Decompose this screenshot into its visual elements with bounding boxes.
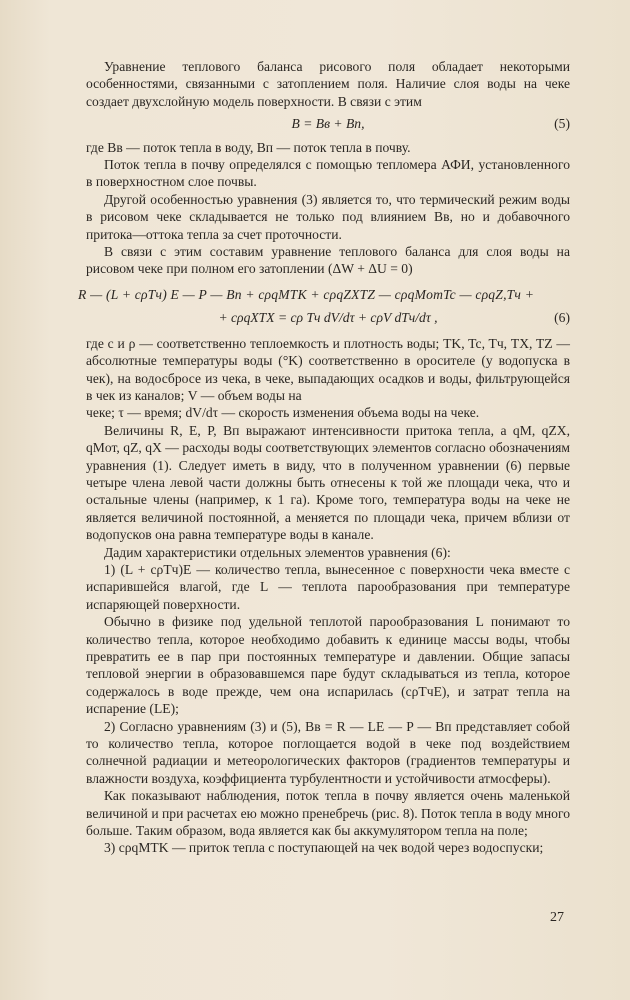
- equation-6-line-2: [86, 309, 570, 326]
- page-number: 27: [550, 910, 564, 925]
- paragraph: Обычно в физике под удельной теплотой парообразования L понимают то количество тепла, которое необходимо добавить к единице массы воды, чтобы превратить ее в пар при постоянных температуре и давлении. Общие запасы тепловой энергии в образовавшемся паре будут складываться из тепла, которое содержалось в воде прежде, чем она испарилась (cρTчE), и затрат тепла на испарение (LE);: [86, 614, 570, 717]
- paragraph: 1) (L + cρTч)E — количество тепла, вынесенное с поверхности чека вместе с испарившейся влагой, где L — теплота парообразования при температуре испаряющей поверхности.: [86, 561, 570, 612]
- paragraph: где Bв — поток тепла в воду, Bп — поток тепла в почву.: [86, 139, 411, 155]
- paragraph: чеке; τ — время; dV/dτ — скорость изменения объема воды на чеке.: [86, 405, 480, 421]
- paragraph: Поток тепла в почву определялся с помощью тепломера АФИ, установленного в поверхностном слое почвы.: [86, 157, 570, 190]
- equation-5: [86, 115, 570, 132]
- paragraph: Дадим характеристики отдельных элементов уравнения (6):: [104, 544, 451, 560]
- paragraph: где c и ρ — соответственно теплоемкость и плотность воды; TK, Tc, Tч, TX, TZ — абсолютные температуры воды (°K) соответственно в оросителе (у водопуска в чек), на водосбросе из чека, в чеке, выпадающих осадков и воды, фильтрующейся в чек из каналов; V — объем воды на: [86, 335, 570, 403]
- paragraph: Другой особенностью уравнения (3) является то, что термический режим воды в рисовом чеке складывается не только под влиянием Bв, но и добавочного притока—оттока тепла за счет проточности.: [86, 191, 570, 242]
- paragraph: Как показывают наблюдения, поток тепла в почву является очень маленькой величиной и при расчетах ею можно пренебречь (рис. 8). Поток тепла в воду много больше. Таким образом, вода является как бы аккумулятором тепла на поле;: [86, 788, 570, 839]
- paragraph: 3) cρqMTK — приток тепла с поступающей на чек водой через водоспуски;: [104, 840, 544, 856]
- equation-6-line-1: R — (L + cρTч) E — P — Bп + cρqMTK + cρqZXTZ — cρqMотTc — cρqZ,Tч +: [78, 286, 535, 302]
- equation-number: (5): [554, 116, 570, 132]
- equation-text: + cρqXTX = cρ Tч dV/dτ + cρV dTч/dτ ,: [218, 310, 438, 326]
- paragraph: Величины R, E, P, Bп выражают интенсивности притока тепла, а qM, qZX, qMот, qZ, qX — расходы воды соответствующих элементов согласно обозначениям уравнения (1). Следует иметь в виду, что в полученном уравнении (6) первые четыре члена левой части должны быть отнесены к той же площади чека, что и остальные члены (например, к 1 га). Кроме того, температура воды на чеке не является величиной постоянной, а меняется по площади чека, причем вблизи от водопусков она равна температуре воды в канале.: [86, 422, 570, 543]
- paragraph: Уравнение теплового баланса рисового поля обладает некоторыми особенностями, связанными с затоплением поля. Наличие слоя воды на чеке создает двухслойную модель поверхности. В связи с этим: [86, 59, 570, 109]
- paragraph: 2) Согласно уравнениям (3) и (5), Bв = R — LE — P — Bп представляет собой то количество тепла, которое поглощается водой в чеке под воздействием солнечной радиации и метеорологических факторов (градиентов температуры и влажности воздуха, коэффициента турбулентности и устойчивости атмосферы).: [86, 718, 570, 786]
- equation-number: (6): [554, 310, 570, 326]
- page-body: [78, 58, 570, 857]
- paragraph: В связи с этим составим уравнение теплового баланса для слоя воды на рисовом чеке при полном его затоплении (ΔW + ΔU = 0): [86, 244, 570, 277]
- equation-text: B = Bв + Bп,: [291, 116, 365, 132]
